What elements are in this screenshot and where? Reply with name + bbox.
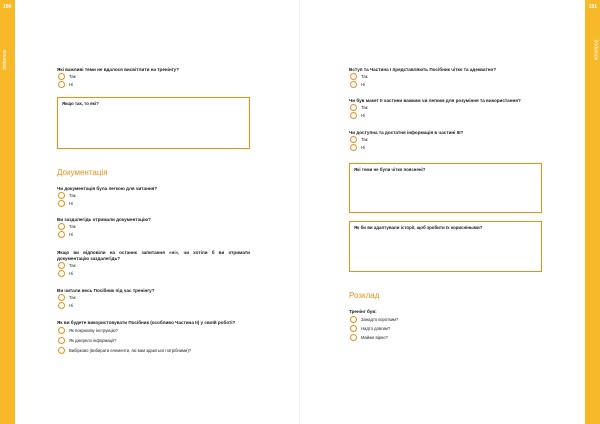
radio-icon[interactable]	[58, 262, 65, 269]
radio-icon[interactable]	[350, 104, 357, 111]
option-step-by-step[interactable]: Як покрокову інструкцію?	[58, 326, 257, 336]
option-yes[interactable]: Так	[58, 294, 250, 302]
question-text: Якщо ви відповіли на останнє запитання «ні», чи хотіли б ви отримати документацію заздалегідь?	[57, 250, 250, 261]
question-text: Чи документація була легкою для читання?	[57, 186, 158, 191]
left-page-q6	[57, 320, 257, 356]
answer-box-unclear-topics[interactable]	[349, 163, 542, 213]
question-text: Які важливі теми не вдалося висвітлити на тренінгу?	[57, 67, 180, 72]
option-no[interactable]: Ні	[350, 144, 545, 152]
option-no[interactable]: Ні	[58, 270, 250, 278]
radio-icon[interactable]	[58, 231, 65, 238]
question-text: Ви заздалегідь отримали документацію?	[57, 217, 151, 222]
radio-icon[interactable]	[58, 73, 65, 80]
option-yes[interactable]: Так	[350, 73, 545, 81]
question-text: Тренінг був:	[349, 309, 377, 314]
radio-icon[interactable]	[58, 337, 65, 344]
right-page-q9	[349, 130, 545, 152]
radio-icon[interactable]	[350, 334, 357, 341]
radio-icon[interactable]	[350, 81, 357, 88]
right-page-q7	[349, 67, 545, 89]
box-label: Як би ви адаптували історії, щоб зробити їх корисніными?	[354, 225, 483, 230]
option-no[interactable]: Ні	[58, 302, 250, 310]
option-no[interactable]: Ні	[58, 231, 250, 239]
right-page-q8	[349, 98, 549, 120]
section-title-documentation: Документація	[57, 168, 108, 177]
option-yes[interactable]: Так	[58, 262, 250, 270]
radio-icon[interactable]	[58, 270, 65, 277]
option-yes[interactable]: Так	[350, 136, 545, 144]
section-title-schedule: Розклад	[349, 291, 380, 300]
radio-icon[interactable]	[58, 200, 65, 207]
page-spine	[299, 0, 300, 424]
option-info-source[interactable]: Як джерело інформації?	[58, 336, 257, 346]
radio-icon[interactable]	[350, 136, 357, 143]
answer-box-adapt-stories[interactable]	[349, 221, 542, 272]
box-label: Якщо так, то які?	[62, 101, 99, 106]
left-page-q1	[57, 67, 250, 89]
right-margin-band	[585, 0, 600, 424]
radio-icon[interactable]	[350, 325, 357, 332]
option-yes[interactable]: Так	[58, 192, 250, 200]
option-too-short[interactable]: Занадто коротким?	[350, 315, 545, 324]
radio-icon[interactable]	[58, 192, 65, 199]
radio-icon[interactable]	[58, 327, 65, 334]
option-no[interactable]: Ні	[58, 81, 250, 89]
right-side-label: додаток	[592, 39, 598, 60]
option-yes[interactable]: Так	[350, 104, 549, 112]
left-page-q2	[57, 186, 250, 208]
question-text: Чи доступна та достатня інформація в частині ІІІ?	[349, 130, 464, 135]
left-page-q5	[57, 288, 250, 310]
question-text: Чи був макет ІІ частини важким чи легким для розуміння та використання?	[349, 98, 521, 103]
left-page-q4	[57, 250, 250, 278]
radio-icon[interactable]	[350, 73, 357, 80]
option-yes[interactable]: Так	[58, 73, 250, 81]
box-label: Які теми не були чітко пояснені?	[354, 167, 426, 172]
option-about-right[interactable]: Майже вірно?	[350, 333, 545, 342]
right-page-q10	[349, 309, 545, 342]
left-page-number: 190	[3, 4, 12, 10]
radio-icon[interactable]	[350, 144, 357, 151]
left-page-q3	[57, 217, 250, 239]
answer-box-which-topics[interactable]	[57, 97, 250, 149]
question-text: Як ви будете використовувати Посібник (особливо Частина ІІ) у своїй роботі?	[57, 320, 236, 325]
option-no[interactable]: Ні	[350, 81, 545, 89]
radio-icon[interactable]	[58, 302, 65, 309]
radio-icon[interactable]	[58, 347, 65, 354]
left-side-label: додаток	[2, 49, 8, 70]
option-selective[interactable]: Вибірково (вибирати елементи, які вам здаються потрібними)?	[58, 346, 257, 356]
option-no[interactable]: Ні	[350, 112, 549, 120]
question-text: Вступ та Частина І представляють Посібник чітко та адекватно?	[349, 67, 497, 72]
option-too-long[interactable]: Надто довгим?	[350, 324, 545, 333]
radio-icon[interactable]	[58, 81, 65, 88]
radio-icon[interactable]	[350, 316, 357, 323]
radio-icon[interactable]	[58, 294, 65, 301]
radio-icon[interactable]	[58, 223, 65, 230]
right-page-number: 191	[588, 4, 597, 10]
option-yes[interactable]: Так	[58, 223, 250, 231]
question-text: Ви читали весь Посібник під час тренінгу?	[57, 288, 155, 293]
option-no[interactable]: Ні	[58, 200, 250, 208]
radio-icon[interactable]	[350, 112, 357, 119]
